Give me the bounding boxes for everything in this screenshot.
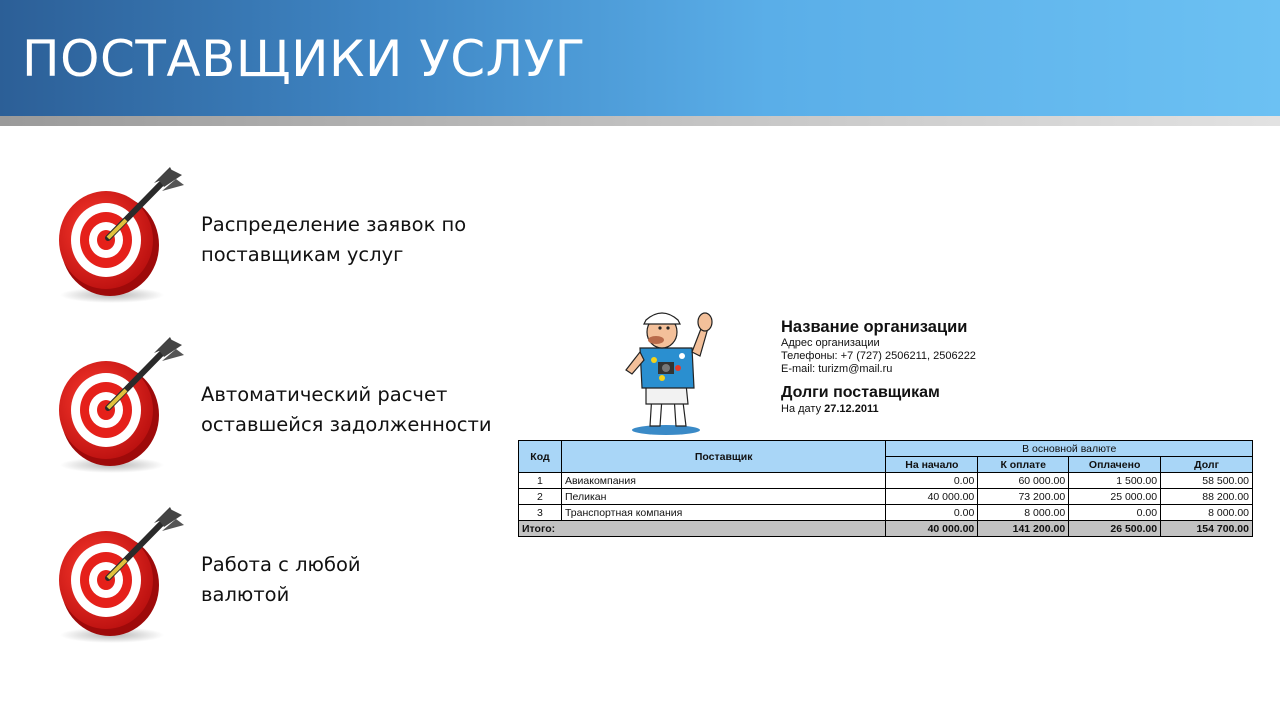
total-to-pay: 141 200.00: [978, 521, 1069, 537]
cell-start: 0.00: [886, 473, 978, 489]
table-total-row: [519, 521, 1253, 537]
target-dart-icon: [50, 165, 190, 305]
cell-debt: 88 200.00: [1161, 489, 1253, 505]
cell-paid: 1 500.00: [1069, 473, 1161, 489]
cell-code: 1: [519, 473, 562, 489]
report-preview: [516, 308, 1256, 543]
cell-start: 40 000.00: [886, 489, 978, 505]
cell-code: 3: [519, 505, 562, 521]
cell-to-pay: 60 000.00: [978, 473, 1069, 489]
cell-to-pay: 73 200.00: [978, 489, 1069, 505]
feature-item: [50, 165, 490, 305]
slide-title: ПОСТАВЩИКИ УСЛУГ: [22, 30, 586, 88]
column-header-start: На начало: [886, 457, 978, 473]
cell-paid: 25 000.00: [1069, 489, 1161, 505]
report-date-label: На дату: [781, 403, 822, 415]
total-start: 40 000.00: [886, 521, 978, 537]
column-header-supplier: Поставщик: [561, 441, 885, 473]
feature-text-line: оставшейся задолженности: [201, 413, 492, 436]
cell-code: 2: [519, 489, 562, 505]
target-dart-icon: [50, 505, 190, 645]
report-date-value: 27.12.2011: [824, 403, 879, 415]
table-row: [519, 489, 1253, 505]
organization-name: Название организации: [781, 318, 968, 336]
header-divider: [0, 116, 1280, 126]
report-title: Долги поставщикам: [781, 384, 940, 401]
total-label: Итого:: [519, 521, 886, 537]
total-debt: 154 700.00: [1161, 521, 1253, 537]
column-header-paid: Оплачено: [1069, 457, 1161, 473]
total-paid: 26 500.00: [1069, 521, 1161, 537]
feature-text-line: валютой: [201, 583, 290, 606]
feature-item: [50, 505, 490, 645]
cell-debt: 8 000.00: [1161, 505, 1253, 521]
feature-text-line: поставщикам услуг: [201, 243, 404, 266]
organization-phones: Телефоны: +7 (727) 2506211, 2506222: [781, 350, 976, 362]
cell-supplier: Пеликан: [561, 489, 885, 505]
feature-text-line: Автоматический расчет: [201, 383, 448, 406]
cell-supplier: Авиакомпания: [561, 473, 885, 489]
supplier-debts-table: [518, 440, 1253, 537]
cell-debt: 58 500.00: [1161, 473, 1253, 489]
column-header-to-pay: К оплате: [978, 457, 1069, 473]
column-group-header: В основной валюте: [886, 441, 1253, 457]
cell-start: 0.00: [886, 505, 978, 521]
table-row: [519, 505, 1253, 521]
cell-supplier: Транспортная компания: [561, 505, 885, 521]
cell-to-pay: 8 000.00: [978, 505, 1069, 521]
tourist-cartoon-icon: [616, 308, 716, 438]
column-header-debt: Долг: [1161, 457, 1253, 473]
feature-text-line: Распределение заявок по: [201, 213, 467, 236]
organization-address: Адрес организации: [781, 337, 880, 349]
feature-text-line: Работа с любой: [201, 553, 361, 576]
target-dart-icon: [50, 335, 190, 475]
cell-paid: 0.00: [1069, 505, 1161, 521]
column-header-code: Код: [519, 441, 562, 473]
organization-email: E-mail: turizm@mail.ru: [781, 363, 893, 375]
feature-item: [50, 335, 490, 475]
report-date: [781, 403, 976, 416]
table-row: [519, 473, 1253, 489]
